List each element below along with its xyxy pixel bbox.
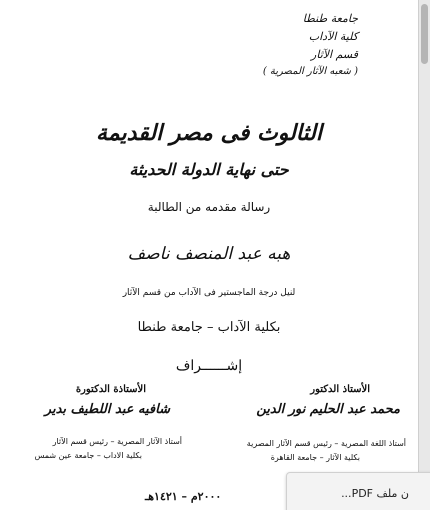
- thesis-date: ٢٠٠٠م – ١٤٢١هـ: [145, 490, 222, 503]
- division-name: ( شعبه الآثار المصرية ): [262, 66, 358, 77]
- pdf-notification-toast[interactable]: [286, 472, 430, 510]
- degree-statement: لنيل درجة الماجستير فى الآداب من قسم الآثار: [122, 288, 296, 298]
- supervisor-1-title: الأستاذ الدكتور: [310, 384, 370, 395]
- supervisor-1-position: أستاذ اللغة المصرية – رئيس قسم الآثار المصرية: [246, 439, 406, 448]
- supervision-label: إشــــــراف: [175, 358, 243, 374]
- scrollbar-thumb[interactable]: [421, 4, 428, 64]
- supervisor-2-name: شافيه عبد اللطيف بدير: [44, 402, 170, 417]
- faculty-name: كلية الآداب: [308, 30, 358, 43]
- department-name: قسم الآثار: [311, 48, 358, 61]
- vertical-scrollbar[interactable]: [418, 0, 430, 510]
- faculty-line: بكلية الآداب – جامعة طنطا: [137, 320, 281, 335]
- thesis-subtitle: حتى نهاية الدولة الحديثة: [129, 160, 289, 179]
- supervisor-1-name: محمد عبد الحليم نور الدين: [256, 402, 400, 417]
- supervisor-2-title: الأستاذة الدكتورة: [75, 384, 146, 395]
- thesis-by-label: رسالة مقدمه من الطالبة: [147, 200, 271, 214]
- supervisor-1-affiliation: بكلية الآثار – جامعة القاهرة: [270, 453, 360, 462]
- student-name: هبه عبد المنصف ناصف: [127, 244, 291, 264]
- toast-message: ن ملف PDF...: [341, 487, 409, 500]
- supervisor-2-affiliation: بكلية الاداب – جامعة عين شمس: [34, 451, 142, 460]
- supervisor-2-position: أستاذ الآثار المصرية – رئيس قسم الآثار: [52, 437, 182, 446]
- university-name: جامعة طنطا: [302, 12, 358, 25]
- thesis-title: الثالوث فى مصر القديمة: [96, 120, 322, 146]
